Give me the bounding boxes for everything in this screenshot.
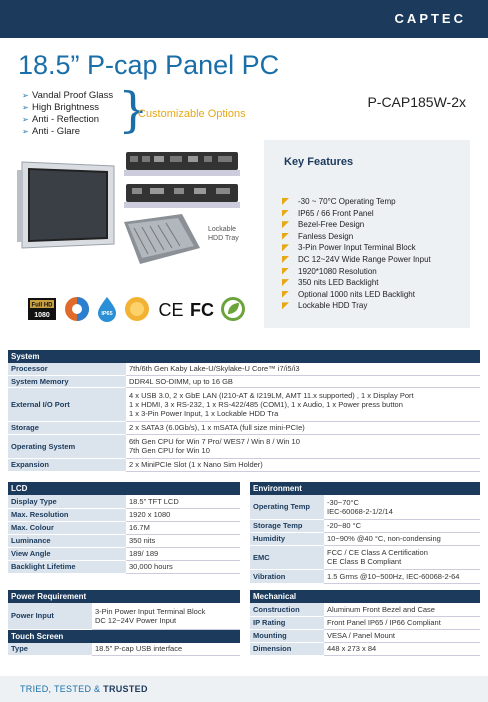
key-feature-item: IP65 / 66 Front Panel [282, 208, 431, 220]
table-header: Environment [250, 482, 480, 495]
key-features-list [282, 196, 431, 312]
full-hd-icon [28, 296, 56, 322]
table-row: Storage 2 x SATA3 (6.0Gb/s), 1 x mSATA (full size mini-PCIe) [8, 421, 480, 434]
table-row: EMC FCC / CE Class A Certification CE Class B Compliant [250, 545, 480, 569]
table-header: Power Requirement [8, 590, 240, 603]
table-row: Mounting VESA / Panel Mount [250, 629, 480, 642]
lockable-label-1: Lockable [208, 226, 237, 233]
bullet-item: ➢ High Brightness [22, 102, 113, 114]
lcd-table [8, 482, 240, 574]
table-row: Display Type 18.5” TFT LCD [8, 495, 240, 508]
brace-symbol: } [118, 82, 149, 138]
power-touch-table [8, 590, 240, 656]
table-row: View Angle 189/ 189 [8, 547, 240, 560]
brand-logo: CAPTEC [394, 11, 466, 26]
key-feature-item: Fanless Design [282, 231, 431, 243]
feature-bullets [22, 90, 113, 138]
mechanical-table [250, 590, 480, 656]
table-row: Max. Resolution 1920 x 1080 [8, 508, 240, 521]
table-row: External I/O Port 4 x USB 3.0, 2 x GbE LAN (I210-AT & I219LM, AMT 11.x supported) , 1 x Display Port 1 x HDMI, 3 x RS-232, 1 x RS-422/485 (COM1), 1 x Audio, 1 x Power press button 1 x 3-Pin Power Input, 1 x Lockable HDD Tra [8, 387, 480, 421]
svg-text:FC: FC [190, 300, 214, 320]
bullet-item: ➢ Anti - Glare [22, 126, 113, 138]
table-row: Type 18.5” P-cap USB interface [8, 643, 240, 656]
key-feature-item: Bezel-Free Design [282, 219, 431, 231]
key-feature-item: 1920*1080 Resolution [282, 266, 431, 278]
table-row: System Memory DDR4L SO-DIMM, up to 16 GB [8, 375, 480, 387]
customizable-options: Customizable Options [138, 108, 246, 120]
certification-logos [28, 296, 248, 322]
lockable-label-2: HDD Tray [208, 235, 239, 242]
bullet-item: ➢ Anti - Reflection [22, 114, 113, 126]
key-feature-item: -30 ~ 70°C Operating Temp [282, 196, 431, 208]
table-row: Humidity 10~90% @40 °C, non-condensing [250, 532, 480, 545]
table-row: Processor 7th/6th Gen Kaby Lake-U/Skylake-U Core™ i7/i5/i3 [8, 363, 480, 375]
table-row: Construction Aluminum Front Bezel and Case [250, 603, 480, 616]
panel-front-image [16, 160, 116, 250]
table-row: Operating Temp -30~70°C IEC-60068-2-1/2/14 [250, 495, 480, 519]
svg-text:Full HD: Full HD [31, 302, 53, 309]
table-row: Max. Colour 16.7M [8, 521, 240, 534]
table-header: LCD [8, 482, 240, 495]
temperature-icon [64, 296, 90, 322]
rohs-leaf-icon [220, 296, 246, 322]
top-banner [0, 0, 488, 38]
ce-icon [156, 296, 186, 322]
table-row: IP Rating Front Panel IP65 / IP66 Compliant [250, 616, 480, 629]
footer-tagline: TRIED, TESTED & TRUSTED [20, 684, 148, 694]
svg-text:CE: CE [158, 300, 184, 320]
key-feature-item: Optional 1000 nits LED Backlight [282, 289, 431, 301]
table-row: Vibration 1.5 Grms @10~500Hz, IEC-60068-2-64 [250, 569, 480, 583]
table-row: Storage Temp -20~80 °C [250, 519, 480, 532]
key-feature-item: Lockable HDD Tray [282, 300, 431, 312]
table-row: Expansion 2 x MiniPCIe Slot (1 x Nano Sim Holder) [8, 458, 480, 471]
key-feature-item: 350 nits LED Backlight [282, 277, 431, 289]
fcc-icon [188, 296, 216, 322]
ip65-icon [96, 296, 118, 322]
environment-table [250, 482, 480, 584]
key-features-title: Key Features [284, 156, 354, 168]
table-row: Dimension 448 x 273 x 84 [250, 642, 480, 655]
svg-text:IP65: IP65 [101, 311, 113, 317]
table-header: Mechanical [250, 590, 480, 603]
table-header: System [8, 350, 480, 363]
table-row: Operating System 6th Gen CPU for Win 7 Pro/ WES7 / Win 8 / Win 10 7th Gen CPU for Win 10 [8, 434, 480, 458]
model-number: P-CAP185W-2x [367, 94, 466, 110]
table-row: Luminance 350 nits [8, 534, 240, 547]
page-title: 18.5” P-cap Panel PC [18, 50, 280, 80]
table-row: Backlight Lifetime 30,000 hours [8, 560, 240, 573]
bullet-item: ➢ Vandal Proof Glass [22, 90, 113, 102]
table-row: Power Input 3-Pin Power Input Terminal Block DC 12~24V Power Input [8, 603, 240, 629]
table-header: Touch Screen [8, 629, 240, 643]
product-rear-images [120, 148, 260, 278]
key-feature-item: 3-Pin Power Input Terminal Block [282, 242, 431, 254]
key-features-panel [264, 140, 470, 328]
footer-bar [0, 676, 488, 702]
key-feature-item: DC 12~24V Wide Range Power Input [282, 254, 431, 266]
brightness-icon [124, 296, 150, 322]
system-table [8, 350, 480, 472]
svg-text:1080: 1080 [34, 312, 50, 319]
